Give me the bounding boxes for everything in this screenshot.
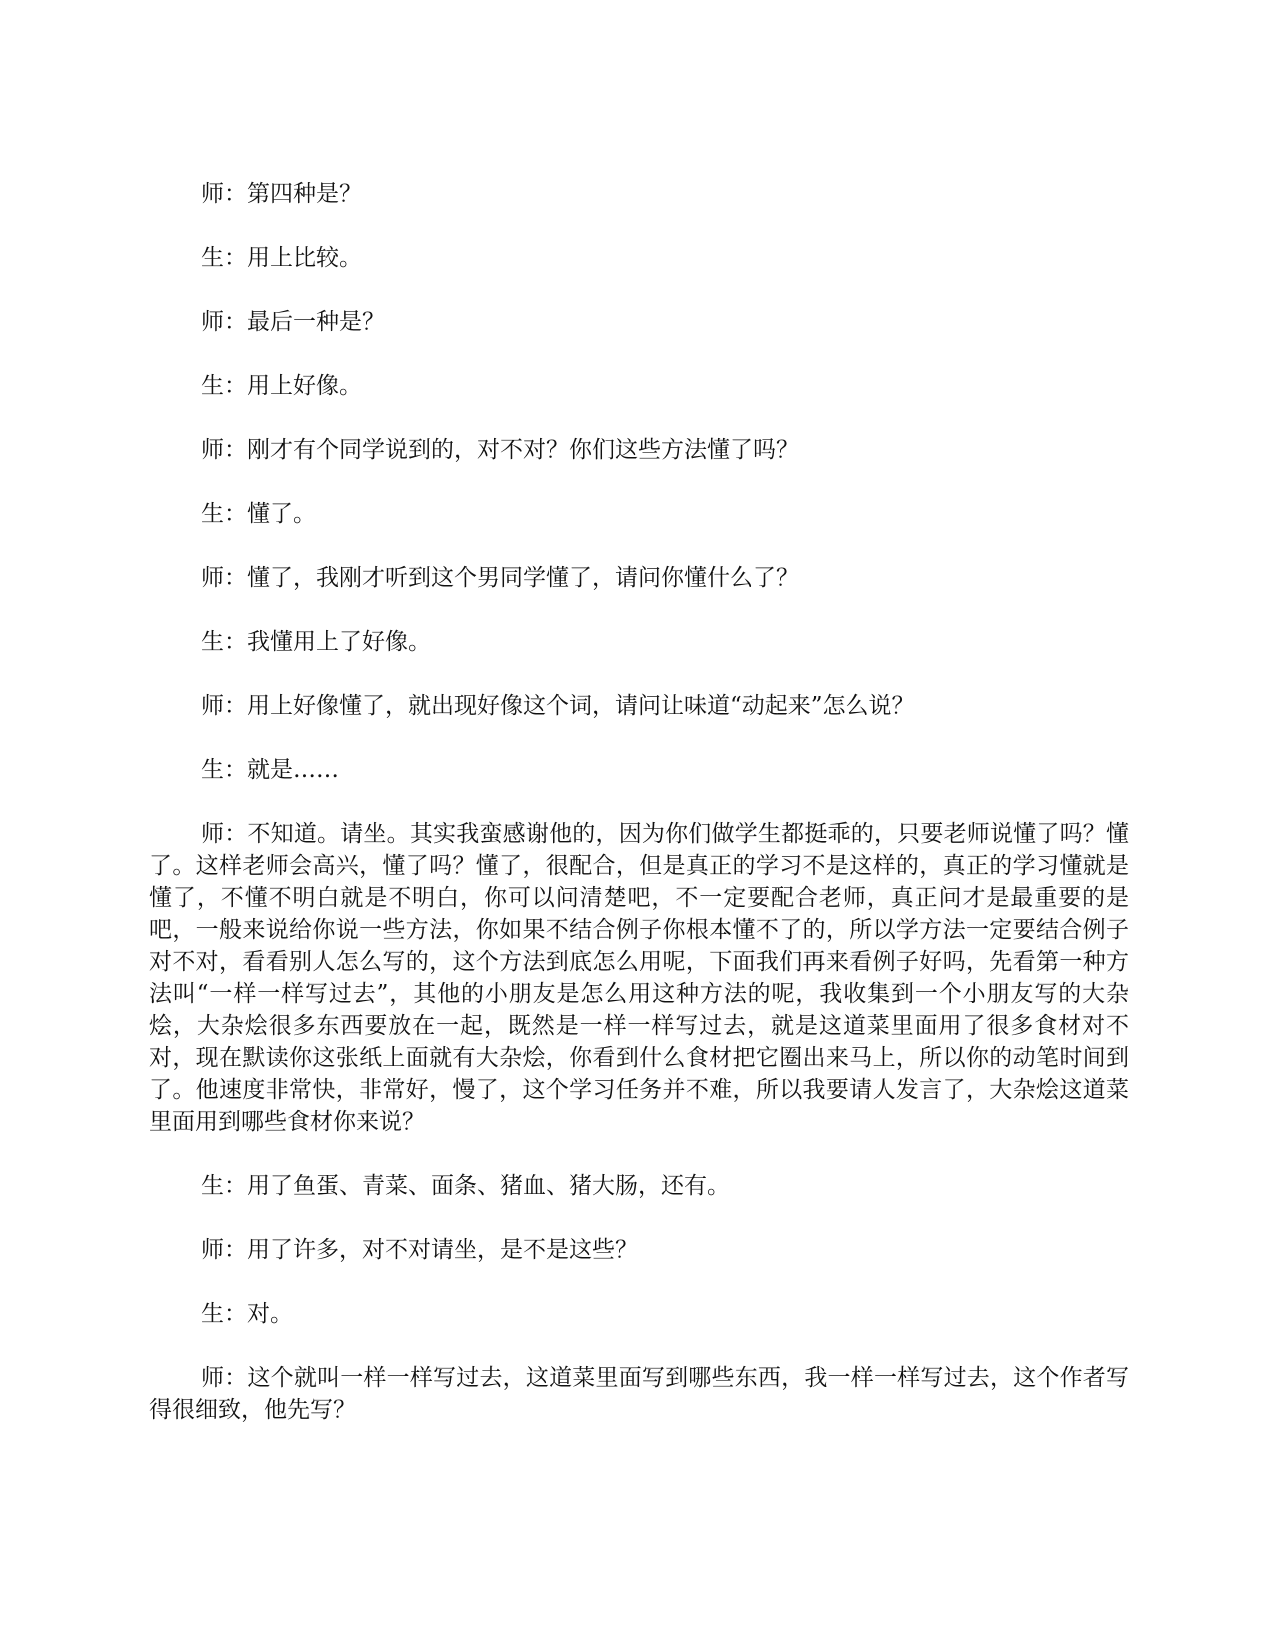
paragraph: 生：用上好像。 <box>201 373 362 399</box>
paragraph: 生：懂了。 <box>201 501 316 527</box>
paragraph: 师：刚才有个同学说到的，对不对？你们这些方法懂了吗？ <box>201 437 799 463</box>
paragraph: 师：懂了，我刚才听到这个男同学懂了，请问你懂什么了？ <box>201 565 799 591</box>
paragraph: 生：用上比较。 <box>201 245 362 271</box>
paragraph: 生：我懂用上了好像。 <box>201 629 431 655</box>
paragraph: 师：这个就叫一样一样写过去，这道菜里面写到哪些东西，我一样一样写过去，这个作者写得很细致，他先写？ <box>149 1365 1129 1423</box>
paragraph: 师：用上好像懂了，就出现好像这个词，请问让味道“动起来”怎么说？ <box>201 693 915 719</box>
paragraph: 师：用了许多，对不对请坐，是不是这些？ <box>201 1237 638 1263</box>
paragraph: 师：最后一种是？ <box>201 309 385 335</box>
paragraph: 师：第四种是？ <box>201 181 362 207</box>
document-body <box>149 178 1129 1458</box>
paragraph: 生：对。 <box>201 1301 293 1327</box>
paragraph: 生：就是…… <box>201 757 339 783</box>
paragraph: 生：用了鱼蛋、青菜、面条、猪血、猪大肠，还有。 <box>201 1173 730 1199</box>
paragraph: 师：不知道。请坐。其实我蛮感谢他的，因为你们做学生都挺乖的，只要老师说懂了吗？懂了。这样老师会高兴，懂了吗？懂了，很配合，但是真正的学习不是这样的，真正的学习懂就是懂了，不懂不明白就是不明白，你可以问清楚吧，不一定要配合老师，真正问才是最重要的是吧，一般来说给你说一些方法，你如果不结合例子你根本懂不了的，所以学方法一定要结合例子对不对，看看别人怎么写的，这个方法到底怎么用呢，下面我们再来看例子好吗，先看第一种方法叫“一样一样写过去”，其他的小朋友是怎么用这种方法的呢，我收集到一个小朋友写的大杂烩，大杂烩很多东西要放在一起，既然是一样一样写过去，就是这道菜里面用了很多食材对不对，现在默读你这张纸上面就有大杂烩，你看到什么食材把它圈出来马上，所以你的动笔时间到了。他速度非常快，非常好，慢了，这个学习任务并不难，所以我要请人发言了，大杂烩这道菜里面用到哪些食材你来说？ <box>149 821 1129 1135</box>
